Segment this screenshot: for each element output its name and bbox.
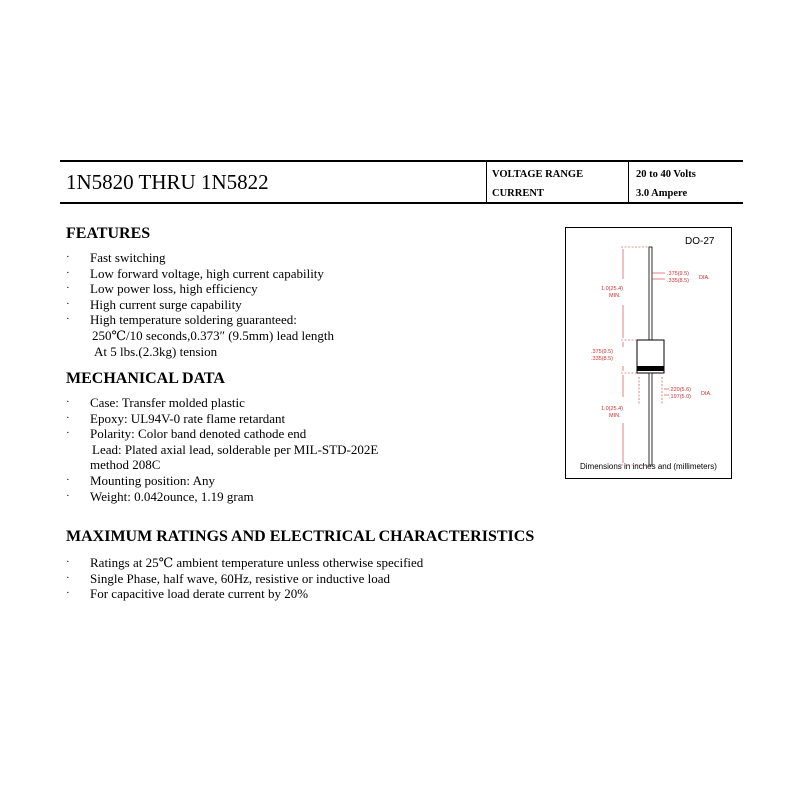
voltage-range-value: 20 to 40 Volts [636,169,696,180]
dim-top-lead-min [609,293,621,299]
dim-text: DIA. [701,391,712,397]
header-top-rule [60,160,743,162]
dim-lead-dia-min [667,278,689,284]
ratings-heading: MAXIMUM RATINGS AND ELECTRICAL CHARACTERISTICS [66,528,535,545]
list-item [66,473,378,489]
list-item-text: High temperature soldering guaranteed: [90,312,297,328]
bullet-dot: · [66,427,70,440]
dim-body-dia-min [669,394,691,400]
bullet-dot: · [66,313,70,326]
dim-text: 1.0(25.4) [601,406,624,412]
bullet-dot: · [66,489,70,502]
list-item [66,266,334,282]
bullet-dot: · [66,587,70,600]
list-item-text: Fast switching [90,250,166,265]
bullet-dot: · [66,556,70,568]
dim-text: .220(5.6) [669,387,692,393]
list-item [66,426,378,442]
bottom-lead [649,373,652,465]
current-label: CURRENT [492,188,544,199]
list-item-text: Single Phase, half wave, 60Hz, resistive or inductive load [90,570,391,586]
list-item [66,555,423,571]
list-item-continuation [66,344,334,360]
list-item-text: method 208C [90,457,161,473]
list-item [66,586,423,602]
dim-text: .375(9.5) [591,349,614,355]
bullet-dot: · [66,297,70,310]
list-item [66,250,334,266]
list-item-text: Mounting position: Any [90,472,215,488]
list-item-text: Low power loss, high efficiency [90,281,258,297]
cathode-band [637,366,664,371]
list-item-text: Ratings at 25℃ ambient temperature unless otherwise specified [90,555,424,570]
dim-body-length-max [591,349,613,355]
list-item-text: For capacitive load derate current by 20% [90,586,309,602]
mechanical-heading: MECHANICAL DATA [66,370,225,387]
dim-text: .335(8.5) [667,278,690,284]
dim-text: DIA. [699,275,710,281]
bullet-dot: · [66,473,70,486]
part-title: 1N5820 THRU 1N5822 [66,170,269,194]
dim-lead-dia-max [667,271,689,277]
bullet-dot: · [66,282,70,295]
header-bottom-rule [60,202,743,204]
list-item [66,312,334,328]
list-item-text: 250℃/10 seconds,0.373″ (9.5mm) lead length [92,327,335,343]
dim-body-length-min [591,356,613,362]
dim-body-dia-max [669,387,691,393]
dim-bottom-lead-length [601,406,623,412]
list-item [66,411,378,427]
top-lead [649,247,652,340]
header-divider-1 [486,160,487,204]
package-name: DO-27 [685,236,715,247]
list-item-text: Epoxy: UL94V-0 rate flame retardant [90,410,286,426]
dim-text: .375(9.5) [667,271,690,277]
dim-top-lead-length [601,286,623,292]
dim-text: MIN. [609,293,621,299]
dim-body-dia-label [701,391,712,397]
voltage-range-label: VOLTAGE RANGE [492,169,584,180]
header-divider-2 [628,160,629,204]
list-item [66,281,334,297]
list-item-text: Lead: Plated axial lead, solderable per MIL-STD-202E [92,441,379,457]
features-heading: FEATURES [66,225,151,242]
bullet-dot: · [66,571,70,584]
current-value: 3.0 Ampere [636,188,688,199]
dim-lead-dia-label [699,275,710,281]
list-item-continuation [66,457,378,473]
dim-bottom-lead-min [609,413,621,419]
bullet-dot: · [66,411,70,424]
drawing-caption: Dimensions in inches and (millimeters) [580,462,717,471]
mechanical-list [66,395,378,504]
dim-text: 1.0(25.4) [601,286,624,292]
features-list [66,250,334,359]
list-item-continuation [66,328,334,344]
list-item-text: Low forward voltage, high current capability [90,265,324,281]
list-item-text: At 5 lbs.(2.3kg) tension [94,343,218,359]
list-item-text: High current surge capability [90,296,242,312]
dim-text: MIN. [609,413,621,419]
do27-outline-drawing [565,227,732,479]
list-item [66,489,378,505]
list-item-text: Case: Transfer molded plastic [90,395,245,410]
list-item [66,395,378,411]
list-item-text: Polarity: Color band denoted cathode end [90,426,307,442]
list-item [66,297,334,313]
list-item [66,571,423,587]
list-item-text: Weight: 0.042ounce, 1.19 gram [90,488,254,504]
list-item-continuation [66,442,378,458]
ratings-list [66,555,423,602]
dim-text: .197(5.0) [669,394,692,400]
bullet-dot: · [66,266,70,279]
bullet-dot: · [66,251,70,263]
bullet-dot: · [66,396,70,408]
dim-text: .335(8.5) [591,356,614,362]
